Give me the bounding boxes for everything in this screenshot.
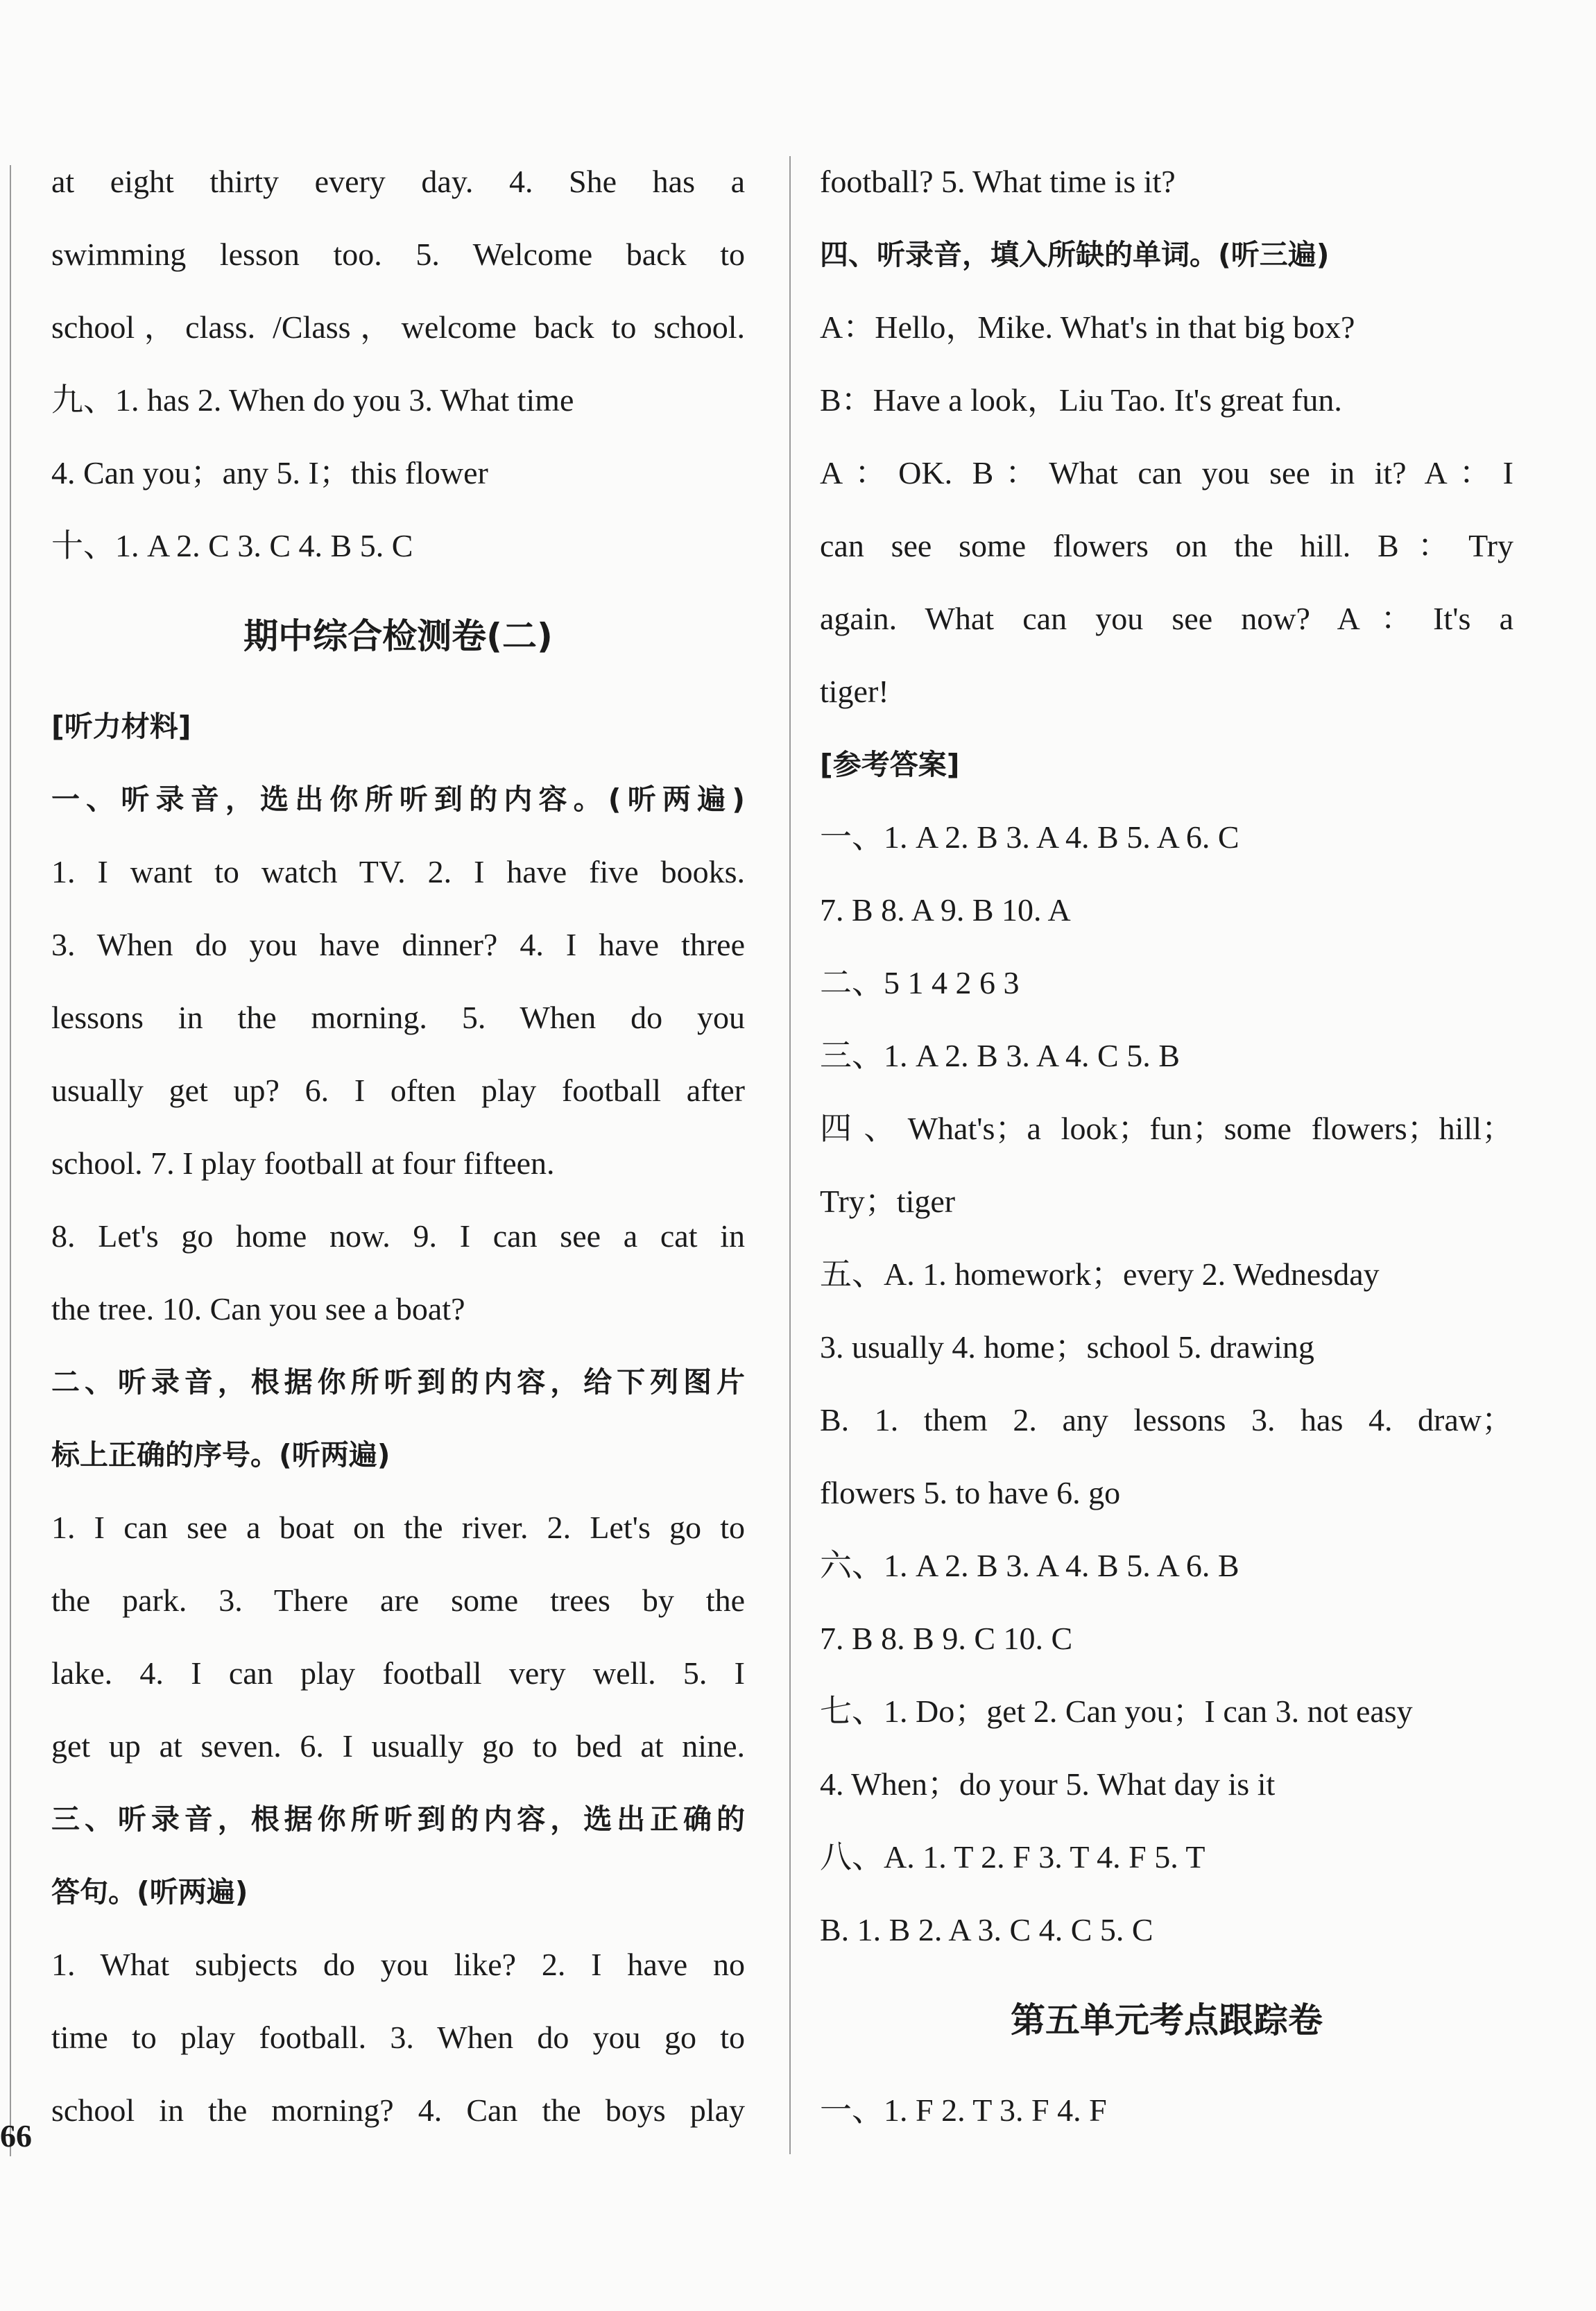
answer-line: 4. When；do your 5. What day is it	[820, 1766, 1276, 1802]
left-margin-rule	[10, 165, 11, 2156]
section-title: 期中综合检测卷(二)	[243, 616, 553, 656]
text-line: can see some flowers on the hill. B：Try	[820, 528, 1513, 563]
answer-line: 五、A. 1. homework；every 2. Wednesday	[820, 1256, 1380, 1292]
question-heading: 三、听录音，根据你所听到的内容，选出正确的	[51, 1802, 745, 1836]
text-line: 1. What subjects do you like? 2. I have no	[51, 1947, 745, 1982]
text-line: time to play football. 3. When do you go to	[51, 2020, 745, 2055]
text-line: school，class. /Class，welcome back to school.	[51, 309, 745, 345]
answer-line: B. 1. them 2. any lessons 3. has 4. draw；	[820, 1402, 1513, 1438]
answer-line: 八、A. 1. T 2. F 3. T 4. F 5. T	[820, 1839, 1205, 1875]
answer-line: 3. usually 4. home；school 5. drawing	[820, 1329, 1314, 1365]
section-label: [参考答案]	[820, 748, 960, 781]
text-line: the tree. 10. Can you see a boat?	[51, 1291, 465, 1327]
text-line: A：OK. B：What can you see in it? A：I	[820, 455, 1513, 491]
answer-line: 四、What's；a look；fun；some flowers；hill；	[820, 1111, 1513, 1146]
answer-line: Try；tiger	[820, 1184, 956, 1219]
column-divider-rule	[789, 156, 791, 2154]
answer-line: flowers 5. to have 6. go	[820, 1475, 1121, 1510]
answer-line: 4. Can you；any 5. I；this flower	[51, 455, 488, 491]
text-line: 3. When do you have dinner? 4. I have three	[51, 927, 745, 962]
answer-line: 十、1. A 2. C 3. C 4. B 5. C	[51, 528, 413, 563]
question-heading: 四、听录音，填入所缺的单词。(听三遍)	[820, 238, 1330, 271]
question-heading: 标上正确的序号。(听两遍)	[51, 1438, 391, 1472]
text-line: get up at seven. 6. I usually go to bed at nine.	[51, 1728, 745, 1764]
answer-line: 7. B 8. B 9. C 10. C	[820, 1621, 1073, 1656]
text-line: at eight thirty every day. 4. She has a	[51, 164, 745, 199]
answer-line: 一、1. A 2. B 3. A 4. B 5. A 6. C	[820, 819, 1239, 855]
page-number: 66	[0, 2118, 32, 2154]
text-line: again. What can you see now? A：It's a	[820, 601, 1513, 636]
text-line: school. 7. I play football at four fifteen.	[51, 1145, 555, 1181]
answer-line: 七、1. Do；get 2. Can you；I can 3. not easy	[820, 1694, 1413, 1729]
answer-line: 7. B 8. A 9. B 10. A	[820, 892, 1071, 928]
text-line: school in the morning? 4. Can the boys play	[51, 2092, 745, 2128]
answer-line: 三、1. A 2. B 3. A 4. C 5. B	[820, 1038, 1180, 1073]
question-heading: 二、听录音，根据你所听到的内容，给下列图片	[51, 1365, 745, 1399]
answer-line: 一、1. F 2. T 3. F 4. F	[820, 2092, 1107, 2128]
text-line: usually get up? 6. I often play football after	[51, 1073, 745, 1108]
question-heading: 一、听录音，选出你所听到的内容。(听两遍)	[51, 783, 745, 816]
text-line: A：Hello，Mike. What's in that big box?	[820, 309, 1355, 345]
text-line: lessons in the morning. 5. When do you	[51, 1000, 745, 1035]
right-column	[820, 154, 1513, 2156]
text-line: tiger!	[820, 674, 889, 709]
answer-line: 六、1. A 2. B 3. A 4. B 5. A 6. B	[820, 1548, 1239, 1583]
left-column	[51, 154, 745, 2156]
text-line: B：Have a look，Liu Tao. It's great fun.	[820, 382, 1342, 418]
question-heading: 答句。(听两遍)	[51, 1875, 248, 1909]
answer-line: 九、1. has 2. When do you 3. What time	[51, 382, 574, 418]
text-line: swimming lesson too. 5. Welcome back to	[51, 237, 745, 272]
section-label: [听力材料]	[51, 710, 191, 743]
answer-line: 二、5 1 4 2 6 3	[820, 965, 1020, 1000]
text-line: football? 5. What time is it?	[820, 164, 1176, 199]
text-line: 8. Let's go home now. 9. I can see a cat in	[51, 1218, 745, 1254]
section-title: 第五单元考点跟踪卷	[1011, 2000, 1323, 2040]
text-line: the park. 3. There are some trees by the	[51, 1583, 745, 1618]
text-line: lake. 4. I can play football very well. 5. I	[51, 1655, 745, 1691]
text-line: 1. I can see a boat on the river. 2. Let's go to	[51, 1510, 745, 1545]
answer-line: B. 1. B 2. A 3. C 4. C 5. C	[820, 1912, 1153, 1947]
text-line: 1. I want to watch TV. 2. I have five books.	[51, 854, 745, 889]
